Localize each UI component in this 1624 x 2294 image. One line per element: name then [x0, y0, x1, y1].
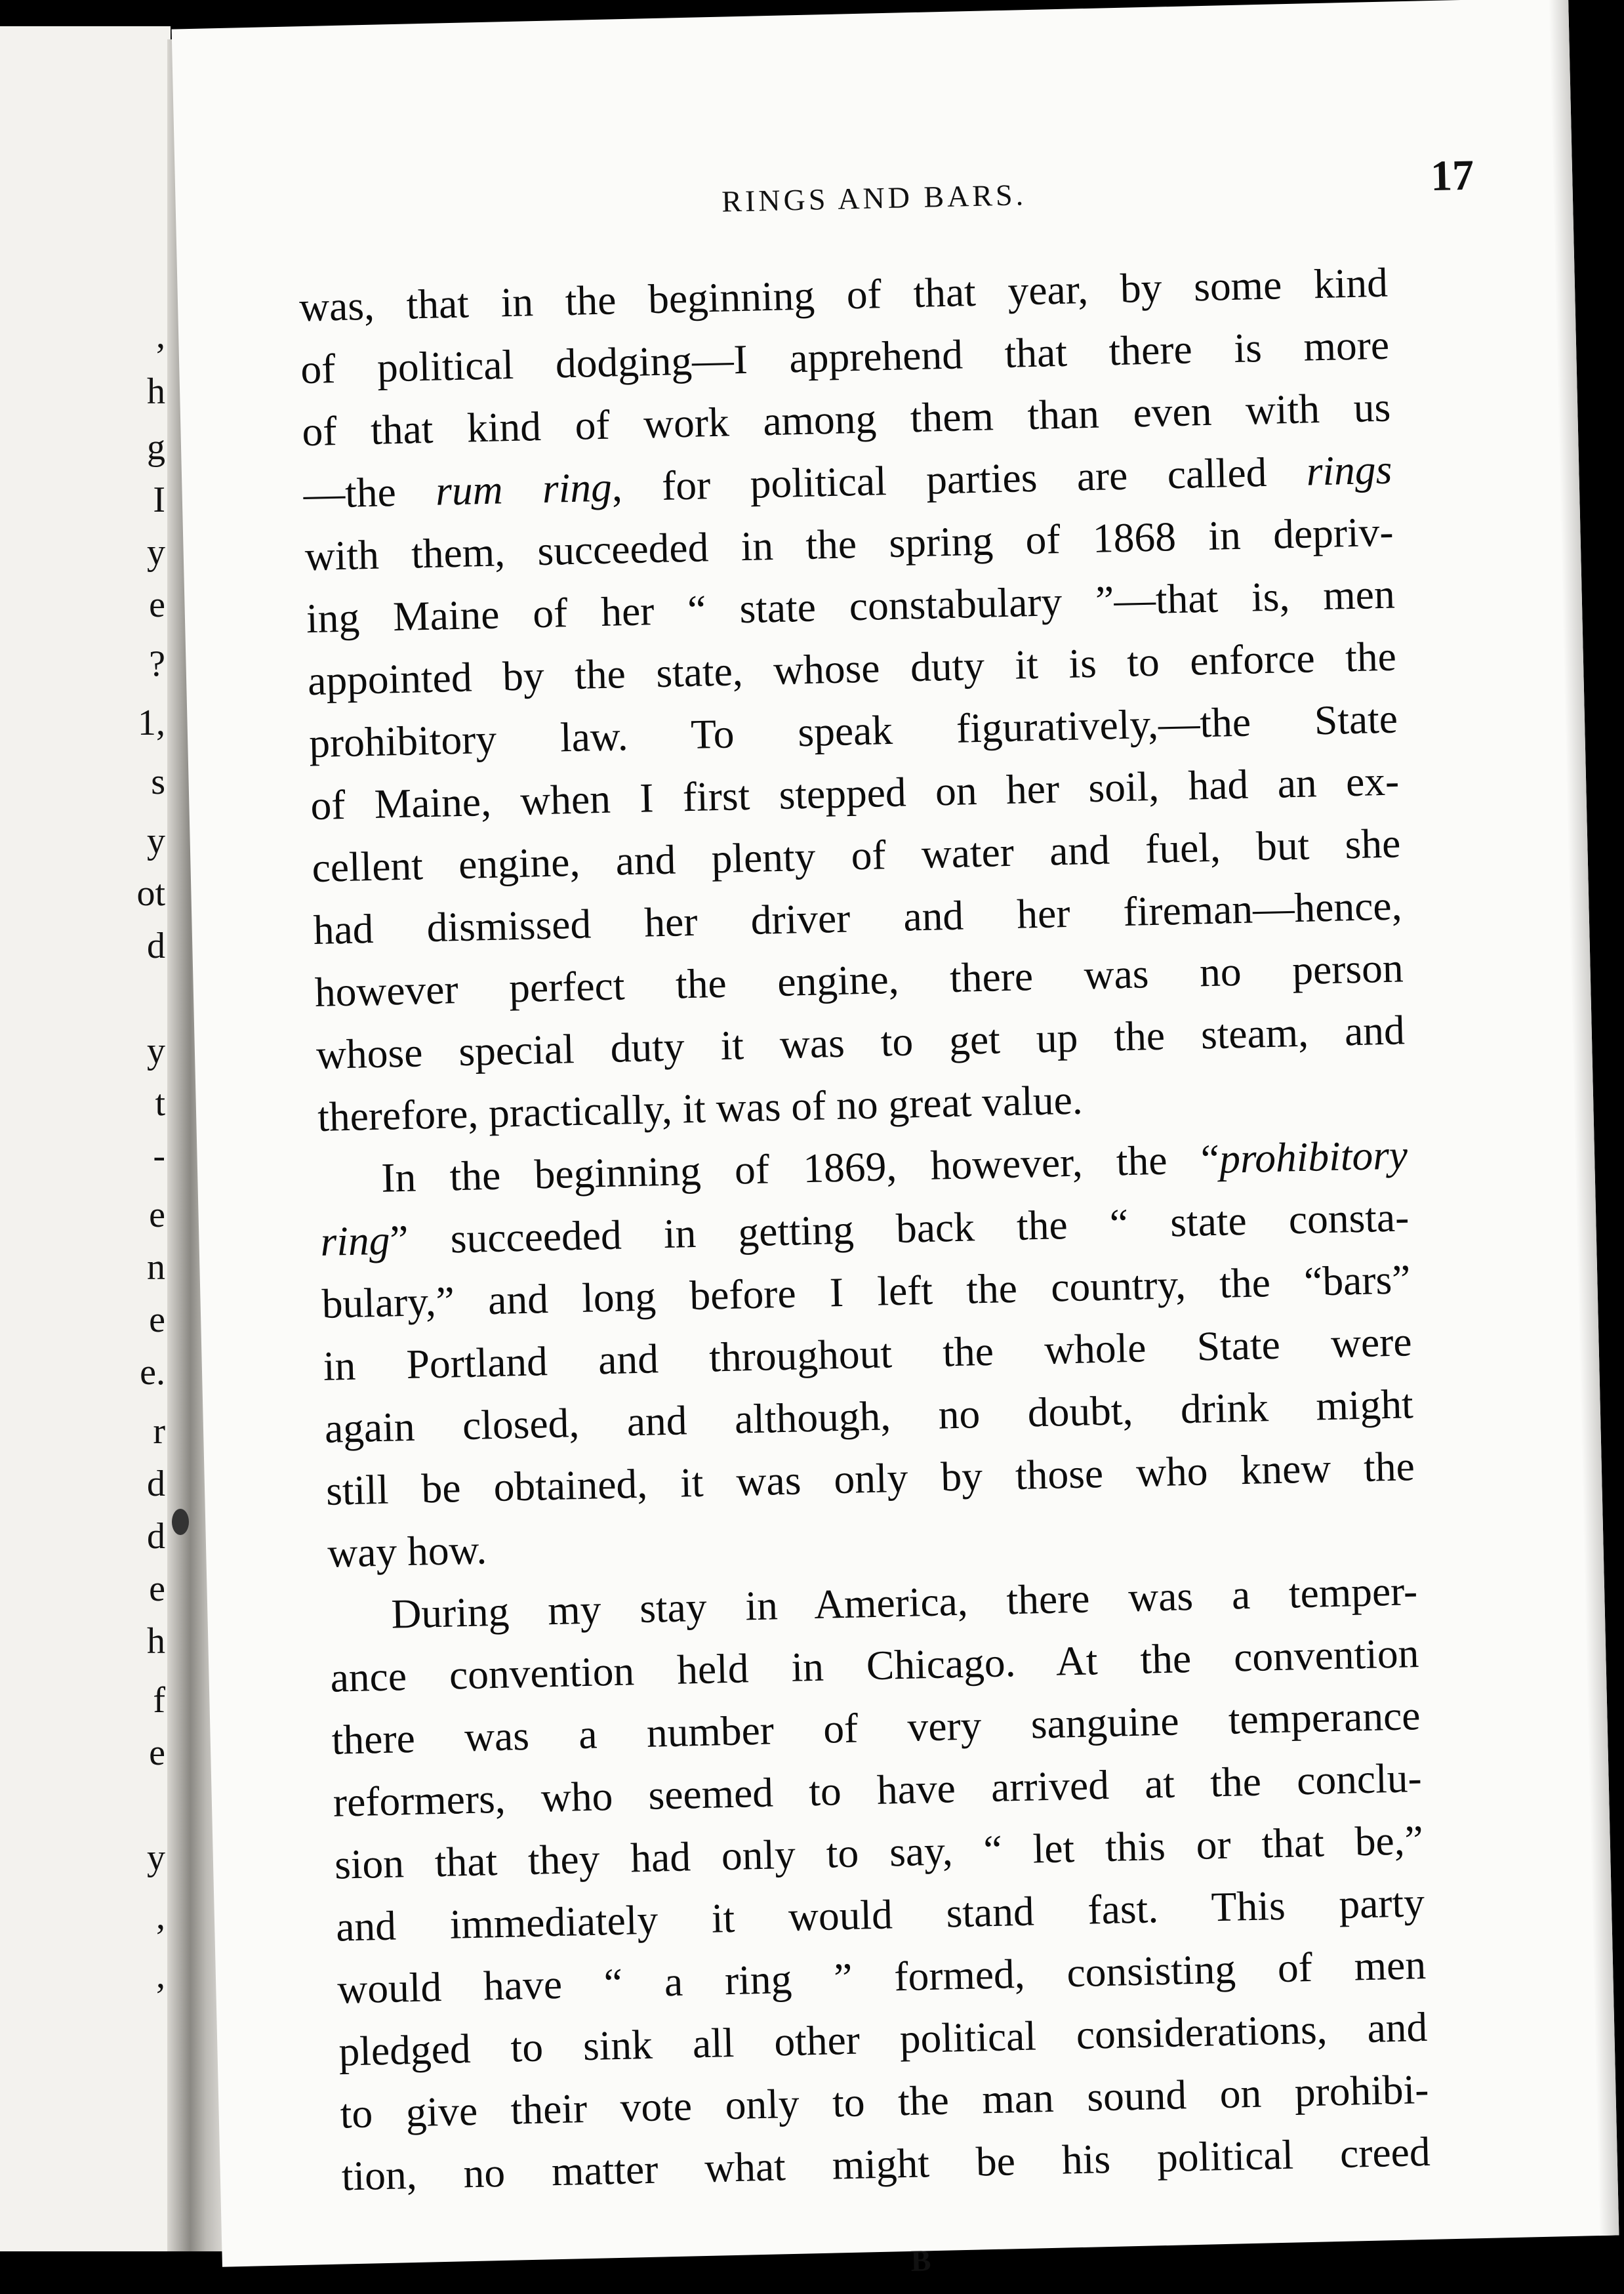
text-line: of Maine, when I first stepped on her soil, had an ex-: [310, 757, 1400, 829]
body-text: [298, 251, 1431, 2207]
text-line: reformers, who seemed to have arrived at the conclu-: [333, 1754, 1423, 1826]
left-margin-char: e: [149, 1195, 165, 1235]
text-line: ance convention held in Chicago. At the convention: [329, 1629, 1420, 1701]
left-margin-char: ,: [156, 1956, 165, 1996]
left-margin-char: d: [147, 1516, 165, 1557]
left-margin-char: y: [147, 821, 165, 861]
left-margin-char: d: [147, 926, 165, 966]
text-line: ring” succeeded in getting back the “ state consta-: [319, 1193, 1410, 1265]
text-line: cellent engine, and plenty of water and fuel, but she: [311, 819, 1401, 891]
left-margin-char: y: [147, 1837, 165, 1878]
text-line: to give their vote only to the man sound on prohibi-: [339, 2065, 1430, 2137]
text-line: however perfect the engine, there was no person: [314, 944, 1404, 1016]
text-line: was, that in the beginning of that year, by some kind: [298, 258, 1389, 331]
text-line: During my stay in America, there was a temper-: [390, 1567, 1418, 1637]
text-line: whose special duty it was to get up the steam, and: [315, 1006, 1406, 1078]
running-head: RINGS AND BARS.: [721, 178, 1027, 218]
left-margin-char: h: [147, 371, 165, 412]
left-margin-char: I: [153, 480, 165, 520]
page-number: 17: [1430, 151, 1474, 201]
left-margin-char: n: [147, 1247, 165, 1288]
left-margin-char: y: [147, 1031, 165, 1071]
signature-mark: B: [910, 2243, 931, 2278]
text-line: tion, no matter what might be his political creed: [341, 2127, 1431, 2200]
left-margin-char: e: [149, 1300, 165, 1340]
italic-text: rings: [1305, 445, 1393, 495]
left-margin-char: s: [151, 762, 165, 802]
text-line: therefore, practically, it was of no great value.: [317, 1076, 1084, 1140]
left-margin-char: d: [147, 1464, 165, 1504]
text-line: still be obtained, it was only by those who knew the: [325, 1443, 1415, 1514]
binding-thread: [172, 1509, 189, 1535]
text-line: and immediately it would stand fast. This party: [335, 1879, 1425, 1950]
italic-text: ring: [319, 1216, 391, 1265]
text-line: way how.: [327, 1526, 487, 1576]
left-margin-char: t: [155, 1083, 165, 1124]
italic-text: prohibitory: [1219, 1131, 1408, 1182]
right-page: [172, 0, 1619, 2278]
text-line: —the rum ring, for political parties are called rings: [302, 445, 1393, 518]
left-margin-char: -: [153, 1136, 165, 1176]
text-line: prohibitory law. To speak figuratively,—the State: [308, 695, 1398, 767]
text-line: pledged to sink all other political considerations, and: [338, 2003, 1428, 2075]
text-line: again closed, and although, no doubt, drink might: [324, 1380, 1414, 1452]
text-line: would have “ a ring ” formed, consisting of men: [336, 1940, 1427, 2013]
text-line: of political dodging—I apprehend that there is more: [300, 321, 1390, 393]
left-margin-char: r: [153, 1411, 165, 1452]
left-page-fragment: [0, 26, 171, 2251]
left-margin-char: y: [147, 532, 165, 573]
text-line: in Portland and throughout the whole State were: [323, 1318, 1413, 1389]
left-margin-char: e.: [140, 1352, 165, 1393]
left-margin-char: ,: [156, 316, 165, 356]
page-edge: [1549, 0, 1619, 2236]
text-line: there was a number of very sanguine temperance: [331, 1692, 1421, 1763]
text-line: appointed by the state, whose duty it is to enforce the: [307, 632, 1397, 705]
italic-text: rum ring: [435, 463, 613, 514]
left-margin-char: 1,: [138, 703, 165, 743]
left-margin-char: ot: [136, 873, 165, 914]
left-margin-char: ?: [149, 644, 165, 684]
text-line: of that kind of work among them than even with us: [301, 383, 1391, 455]
left-margin-char: e: [149, 584, 165, 625]
left-margin-char: ,: [156, 1896, 165, 1937]
left-margin-char: e: [149, 1732, 165, 1773]
left-margin-char: h: [147, 1621, 165, 1662]
left-page-margin-text: [0, 26, 171, 2251]
text-line: In the beginning of 1869, however, the “prohibitory: [380, 1131, 1408, 1201]
text-line: ing Maine of her “ state constabulary ”—that is, men: [306, 570, 1396, 642]
text-line: with them, succeeded in the spring of 1868 in depriv-: [304, 508, 1394, 580]
text-line: had dismissed her driver and her fireman—hence,: [312, 882, 1403, 954]
text-line: bulary,” and long before I left the country, the “bars”: [321, 1256, 1411, 1327]
left-margin-char: f: [153, 1680, 165, 1721]
left-margin-char: e: [149, 1568, 165, 1609]
left-margin-char: g: [147, 427, 165, 468]
text-line: sion that they had only to say, “ let this or that be,”: [334, 1816, 1424, 1888]
